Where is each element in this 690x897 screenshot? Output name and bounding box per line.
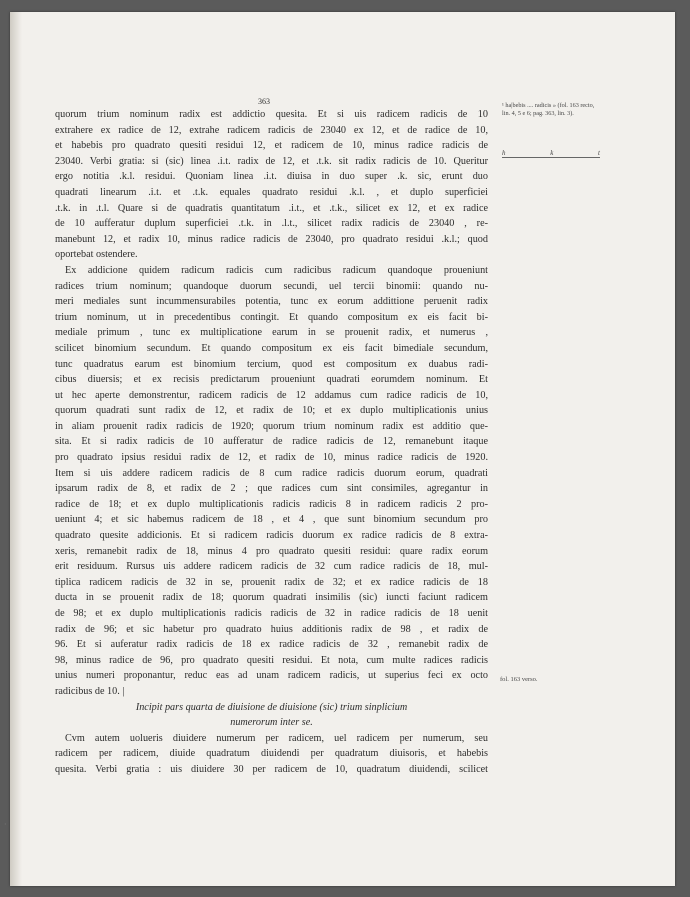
- text-line: radicem per radicem, diuide quadratum diuidendi per quadratum diuisoris, et habebis: [55, 748, 488, 760]
- text-line: meri mediales sunt incummensurabiles potentia, tunc ex eorum addittione peruenit radix: [55, 296, 488, 308]
- text-line: manebunt 12, et radix 10, minus radice radicis de 23040, pro quadrato residui .k.l.; quod: [55, 233, 488, 245]
- text-line: et habebis pro quadrato quesiti residui 12, et radicem de 10, minus radice radicis de: [55, 140, 488, 152]
- text-line: scilicet binomium secundum. Et quando compositum ex eis facit bimediale secundum,: [55, 342, 488, 354]
- text-line: ducta in se prouenit radix de 18; quorum quadrati insimilis (sic) iuncti faciunt radicem: [55, 592, 488, 604]
- margin-diagram-line: [502, 157, 600, 158]
- text-line: tunc quadratus earum est binomium tercium, quod est compositum ex duabus radi-: [55, 358, 488, 370]
- text-line: quorum quadrati sunt radix de 12, et radix de 10; et ex duplo multiplicationis unius: [55, 405, 488, 417]
- text-line: quadrato quesite addicionis. Et si radicem radicis duorum ex radice radicis de 8 extra-: [55, 530, 488, 542]
- section-heading: Incipit pars quarta de diuisione de diuisione (sic) trium sinplicium: [135, 701, 408, 713]
- margin-folio-reference: fol. 163 verso.: [500, 676, 538, 683]
- text-line: Ex addicione quidem radicum radicis cum radicibus radicum quandoque proueniunt: [65, 264, 488, 276]
- text-line: Item si uis addere radicem radicis de 8 cum radice radicis duorum eorum, quadrati: [55, 467, 488, 479]
- page-number: 363: [258, 97, 270, 106]
- text-line: radice de 18; et ex duplo multiplicationis radicis radicis 8 in radicem radicis 2 pro-: [55, 498, 488, 510]
- main-text-column: [55, 107, 488, 778]
- binding-shadow: [10, 12, 22, 886]
- text-line: radix de 96; et sic habetur pro quadrato huius additionis radix de 98 , et radix de: [55, 623, 488, 635]
- text-line: oportebat ostendere.: [55, 249, 138, 261]
- margin-diagram-labels: [502, 149, 600, 157]
- text-line: radices trium nominum; quandoque duorum secundi, uel tercii binomii: quando nu-: [55, 280, 488, 292]
- text-line: quesita. Verbi gratia : uis diuidere 30 per radicem de 10, quadratum diuidendi, scilicet: [55, 763, 488, 775]
- text-line: ut hec aperte demonstrentur, radicem radicis de 12 addamus cum radice radicis de 10,: [55, 389, 488, 401]
- text-line: .t.k. in .t.l. Quare si de quadratis quantitatum .i.t., et .t.k., silicet ex 12, et ex radice: [55, 202, 488, 214]
- text-line: de 10 aufferatur duplum superficiei .t.k. in .l.t., silicet radix radicis de 23040 , re-: [55, 218, 488, 230]
- text-line: cibus diuersis; et ex recisis predictarum proueniunt quadrati eorumdem nominum. Et: [55, 374, 488, 386]
- diagram-label-t: t: [598, 149, 600, 157]
- edge-mark: ·: [4, 820, 7, 829]
- text-line: sita. Et si radix radicis de 10 aufferatur de radice radicis de 12, remanebunt itaque: [55, 436, 488, 448]
- text-line: trium nominum, ut in precedentibus contingit. Et quando compositum ex eis facit bi-: [55, 311, 488, 323]
- text-line: 23040. Verbi gratia: si (sic) linea .i.t. radix de 12, et .t.k. sit radix radicis de 10. Queritur: [55, 155, 488, 167]
- text-line: quorum trium nominum radix est addictio quesita. Et si uis radicem radicis de 10: [55, 109, 488, 120]
- diagram-label-k: k: [550, 149, 554, 157]
- text-line: 98, minus radice de 96, pro quadrato quesiti residui. Et nota, cum multe radices radicis: [55, 654, 488, 666]
- text-line: de 98; et ex duplo multiplicationis radicis radicis de 32 in radice radicis de 18 uenit: [55, 608, 488, 619]
- text-line: quadrati linearum .i.t. et .t.k. equales quadrato residui .k.l. , et duplo superficiei: [55, 186, 488, 198]
- paragraph-3: [55, 731, 488, 778]
- text-line: in aliam prouenit radix radicis de 1920; quorum trium nominum radix est additio que-: [55, 420, 488, 432]
- text-line: ueniunt 4; et sic habemus radicem de 18 , et 4 , que sunt binomium secundum pro: [55, 514, 488, 526]
- text-line: tiplica radicem radicis de 32 in se, prouenit radix de 32; et ex radice radicis de 18: [55, 576, 488, 588]
- text-line: unius numeri proponantur, reduc eas ad unam radicem radicis, ut superius feci ex octo: [55, 670, 488, 682]
- text-line: extrahere ex radice de 12, extrahe radicem radicis de 23040 ex 12, et de radice de 10,: [55, 124, 488, 136]
- text-line: xeris, remanebit radix de 18, minus 4 pro quadrato quesiti residui: quare radix eorum: [55, 545, 488, 557]
- paragraph-2: [55, 263, 488, 700]
- text-line: erit residuum. Rursus uis addere radicem radicis de 32 cum radice radicis de 18, mul-: [55, 561, 488, 573]
- text-line: 96. Et si auferatur radix radicis de 18 ex radice radicis de 32 , remanebit radix de: [55, 639, 488, 651]
- text-line: mediale primum , tunc ex multiplicatione earum in se prouenit radix, et numerus ,: [55, 327, 488, 339]
- section-heading-continued: numerorum inter se.: [230, 717, 313, 729]
- text-line: pro quadrato ipsius residui radix de 12, et radix de 10, minus radice radicis de 1920.: [55, 452, 488, 464]
- text-line: ergo notitia .k.l. residui. Quoniam linea .i.t. diuisa in duo super .k. sic, erunt duo: [55, 171, 488, 183]
- text-line: radicibus de 10. |: [55, 685, 125, 697]
- text-line: Cvm autem uolueris diuidere numerum per radicem, uel radicem per numerum, seu: [65, 732, 488, 744]
- margin-footnote: ¹ ha|bebis .... radicis » (fol. 163 recto, lin. 4, 5 e 6; pag. 363, lin. 3).: [502, 102, 595, 117]
- paragraph-1: [55, 107, 488, 263]
- diagram-label-h: h: [502, 149, 506, 157]
- text-line: ipsarum radix de 8, et radix de 2 ; que radices cum sint consimiles, agregantur in: [55, 483, 488, 495]
